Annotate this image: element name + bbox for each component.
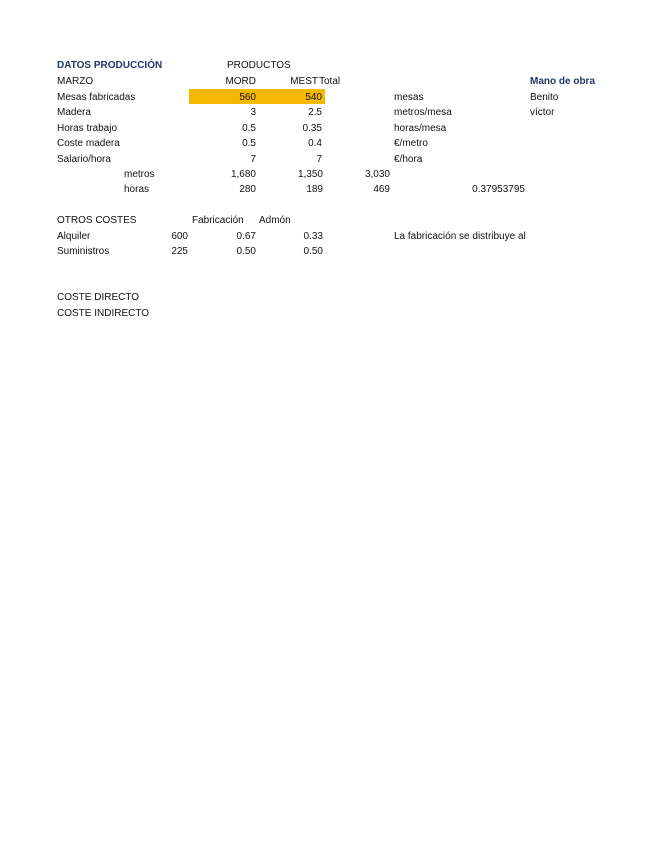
cell-adm-suministros[interactable]: 0.50: [303, 246, 323, 257]
cell-fab-alquiler[interactable]: 0.67: [236, 231, 256, 242]
cell-mord-coste-madera[interactable]: 0.5: [242, 138, 256, 149]
col-header-mest: MEST: [290, 76, 318, 87]
cell-mord-mesas[interactable]: 560: [239, 92, 256, 103]
col-header-mord: MORD: [225, 76, 256, 87]
cell-mest-mesas[interactable]: 540: [305, 92, 322, 103]
cell-mest-horas-total[interactable]: 189: [306, 184, 323, 195]
cell-fab-suministros[interactable]: 0.50: [236, 246, 256, 257]
cell-adm-alquiler[interactable]: 0.33: [303, 231, 323, 242]
col-header-admon: Admón: [259, 215, 291, 226]
unit-coste-madera: €/metro: [394, 138, 428, 149]
month-label: MARZO: [57, 76, 94, 87]
col-header-fabricacion: Fabricación: [192, 215, 244, 226]
cell-mest-metros[interactable]: 1,350: [297, 169, 323, 180]
cell-total-metros[interactable]: 3,030: [364, 169, 390, 180]
note-fabricacion: La fabricación se distribuye al: [394, 231, 526, 242]
row-label-metros: metros: [124, 169, 155, 180]
cell-mord-salario[interactable]: 7: [250, 154, 256, 165]
cell-total-horas[interactable]: 469: [373, 184, 390, 195]
coste-indirecto-label: COSTE INDIRECTO: [57, 308, 150, 319]
cell-amount-alquiler[interactable]: 600: [171, 231, 188, 242]
row-label-coste-madera: Coste madera: [57, 138, 120, 149]
row-label-suministros: Suministros: [57, 246, 110, 257]
worker-benito: Benito: [530, 92, 559, 103]
cell-mord-horas-total[interactable]: 280: [239, 184, 256, 195]
cell-ratio-horas[interactable]: 0.37953795: [472, 184, 525, 195]
row-label-horas: horas: [124, 184, 150, 195]
cell-mest-coste-madera[interactable]: 0.4: [308, 138, 322, 149]
cell-mest-madera[interactable]: 2.5: [308, 107, 322, 118]
section-title-datos-produccion: DATOS PRODUCCIÓN: [57, 60, 163, 71]
cell-mest-horas[interactable]: 0.35: [302, 123, 322, 134]
cell-amount-suministros[interactable]: 225: [171, 246, 188, 257]
cell-mest-salario[interactable]: 7: [316, 154, 322, 165]
worker-victor: víctor: [530, 107, 555, 118]
row-label-madera: Madera: [57, 107, 91, 118]
row-label-mesas: Mesas fabricadas: [57, 92, 136, 103]
labor-title: Mano de obra: [530, 76, 596, 87]
unit-mesas: mesas: [394, 92, 424, 103]
section-title-otros-costes: OTROS COSTES: [57, 215, 137, 226]
row-label-salario: Salario/hora: [57, 154, 111, 165]
coste-directo-label: COSTE DIRECTO: [57, 292, 140, 303]
row-label-alquiler: Alquiler: [57, 231, 91, 242]
productos-header: PRODUCTOS: [227, 60, 291, 71]
cell-mord-madera[interactable]: 3: [250, 107, 256, 118]
cell-mord-metros[interactable]: 1,680: [230, 169, 256, 180]
cell-mord-horas[interactable]: 0.5: [242, 123, 256, 134]
unit-madera: metros/mesa: [394, 107, 452, 118]
row-label-horas-trabajo: Horas trabajo: [57, 123, 118, 134]
col-header-total: Total: [319, 76, 341, 87]
unit-horas: horas/mesa: [394, 123, 447, 134]
unit-salario: €/hora: [394, 154, 423, 165]
